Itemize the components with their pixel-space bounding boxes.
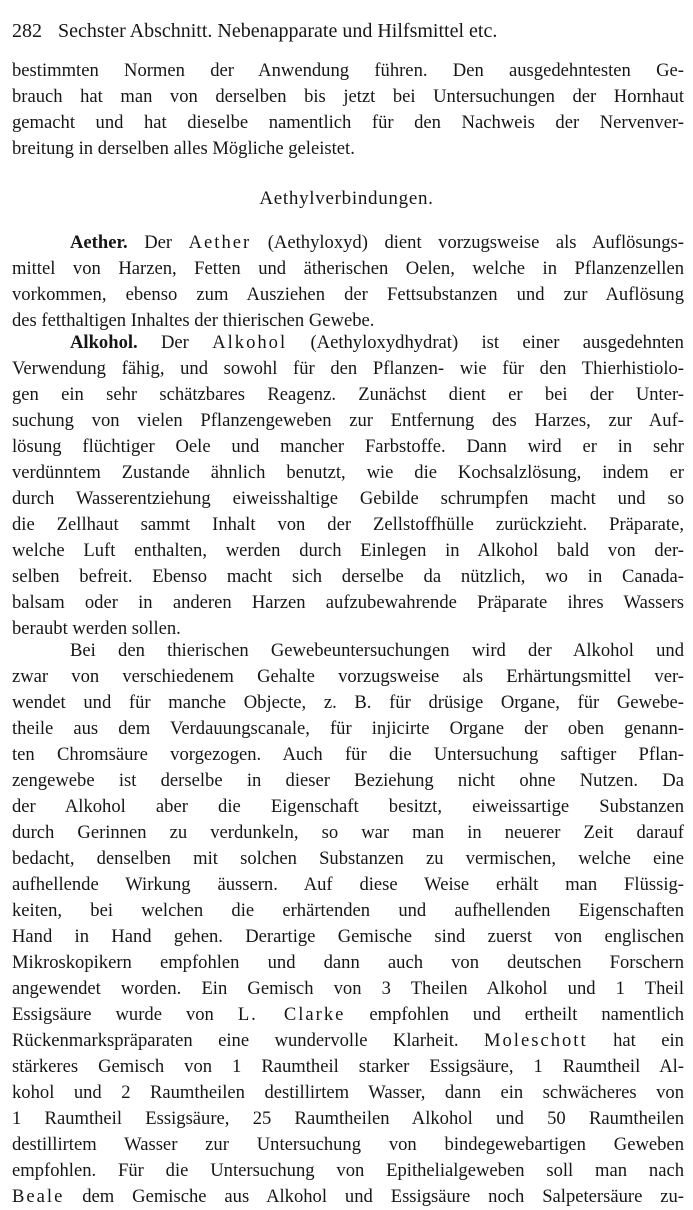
text-line: kohol und 2 Raumtheilen destillirtem Wasser, dann ein schwächeres von bbox=[12, 1082, 684, 1103]
text-line: selben befreit. Ebenso macht sich derselbe da nützlich, wo in Canada- bbox=[12, 566, 684, 587]
text-line: die Zellhaut sammt Inhalt von der Zellstoffhülle zurückzieht. Präparate, bbox=[12, 514, 684, 535]
text-line: theile aus dem Verdauungscanale, für injicirte Organe der oben genann- bbox=[12, 718, 684, 739]
text-line: suchung von vielen Pflanzengeweben zur Entfernung des Harzes, zur Auf- bbox=[12, 410, 684, 431]
text-line: Beale dem Gemische aus Alkohol und Essigsäure noch Salpetersäure zu- bbox=[12, 1186, 684, 1207]
text-line: lösung flüchtiger Oele und mancher Farbstoffe. Dann wird er in sehr bbox=[12, 436, 684, 457]
paragraph-aether: Aether. Der Aether (Aethyloxyd) dient vorzugsweise als Auflösungs- bbox=[70, 232, 684, 253]
author-name: L. Clarke bbox=[237, 1004, 346, 1025]
text-line: destillirtem Wasser zur Untersuchung von bindegewebartigen Geweben bbox=[12, 1134, 684, 1155]
running-title: Sechster Abschnitt. Nebenapparate und Hilfsmittel etc. bbox=[58, 20, 498, 42]
paragraph-tissue: Bei den thierischen Gewebeuntersuchungen wird der Alkohol und bbox=[70, 640, 684, 661]
text-line: zengewebe ist derselbe in dieser Beziehung nicht ohne Nutzen. Da bbox=[12, 770, 684, 791]
page-number: 282 bbox=[12, 20, 42, 42]
text-line: bestimmten Normen der Anwendung führen. Den ausgedehntesten Ge- bbox=[12, 60, 684, 81]
text-line: beraubt werden sollen. bbox=[12, 618, 181, 639]
text-line: durch Wasserentziehung eiweisshaltige Gebilde schrumpfen macht und so bbox=[12, 488, 684, 509]
text-line: welche Luft enthalten, werden durch Einlegen in Alkohol bald von der- bbox=[12, 540, 684, 561]
text-line: Essigsäure wurde von L. Clarke empfohlen und ertheilt namentlich bbox=[12, 1004, 684, 1025]
entry-term: Aether. bbox=[70, 232, 128, 253]
text-line: Mikroskopikern empfohlen und dann auch von deutschen Forschern bbox=[12, 952, 684, 973]
text-line: mittel von Harzen, Fetten und ätherischen Oelen, welche in Pflanzenzellen bbox=[12, 258, 684, 279]
text-line: keiten, bei welchen die erhärtenden und aufhellenden Eigenschaften bbox=[12, 900, 684, 921]
text-line: zwar von verschiedenem Gehalte vorzugsweise als Erhärtungsmittel ver- bbox=[12, 666, 684, 687]
page-header bbox=[12, 16, 682, 46]
author-name: Beale bbox=[12, 1186, 65, 1207]
entry-term: Alkohol. bbox=[70, 332, 138, 353]
text-line: durch Gerinnen zu verdunkeln, so war man in neuerer Zeit darauf bbox=[12, 822, 684, 843]
text-line: angewendet worden. Ein Gemisch von 3 Theilen Alkohol und 1 Theil bbox=[12, 978, 684, 999]
text-line: gen ein sehr schätzbares Reagenz. Zunächst dient er bei der Unter- bbox=[12, 384, 684, 405]
text-line: Verwendung fähig, und sowohl für den Pflanzen- wie für den Thierhistiolo- bbox=[12, 358, 684, 379]
text-line: bedacht, denselben mit solchen Substanzen zu vermischen, welche eine bbox=[12, 848, 684, 869]
text-line: Hand in Hand gehen. Derartige Gemische sind zuerst von englischen bbox=[12, 926, 684, 947]
text-line: aufhellende Wirkung äussern. Auf diese Weise erhält man Flüssig- bbox=[12, 874, 684, 895]
text-line: balsam oder in anderen Harzen aufzubewahrende Präparate ihres Wassers bbox=[12, 592, 684, 613]
section-heading: Aethylverbindungen. bbox=[259, 188, 434, 209]
text-line: verdünntem Zustande ähnlich benutzt, wie die Kochsalzlösung, indem er bbox=[12, 462, 684, 483]
text-line: der Alkohol aber die Eigenschaft besitzt, eiweissartige Substanzen bbox=[12, 796, 684, 817]
text-line: Rückenmarkspräparaten eine wundervolle Klarheit. Moleschott hat ein bbox=[12, 1030, 684, 1051]
text-line: 1 Raumtheil Essigsäure, 25 Raumtheilen Alkohol und 50 Raumtheilen bbox=[12, 1108, 684, 1129]
text-line: gemacht und hat dieselbe namentlich für den Nachweis der Nervenver- bbox=[12, 112, 684, 133]
text-line: empfohlen. Für die Untersuchung von Epithelialgeweben soll man nach bbox=[12, 1160, 684, 1181]
text-line: vorkommen, ebenso zum Ausziehen der Fettsubstanzen und zur Auflösung bbox=[12, 284, 684, 305]
paragraph-alkohol: Alkohol. Der Alkohol (Aethyloxydhydrat) ist einer ausgedehnten bbox=[70, 332, 684, 353]
text-line: wendet und für manche Objecte, z. B. für drüsige Organe, für Gewebe- bbox=[12, 692, 684, 713]
text-line: des fetthaltigen Inhaltes der thierischen Gewebe. bbox=[12, 310, 375, 331]
text-line: stärkeres Gemisch von 1 Raumtheil starker Essigsäure, 1 Raumtheil Al- bbox=[12, 1056, 684, 1077]
text-line: breitung in derselben alles Mögliche geleistet. bbox=[12, 138, 355, 159]
text-line: ten Chromsäure vorgezogen. Auch für die Untersuchung saftiger Pflan- bbox=[12, 744, 684, 765]
text-line: brauch hat man von derselben bis jetzt bei Untersuchungen der Hornhaut bbox=[12, 86, 684, 107]
author-name: Moleschott bbox=[483, 1030, 588, 1051]
